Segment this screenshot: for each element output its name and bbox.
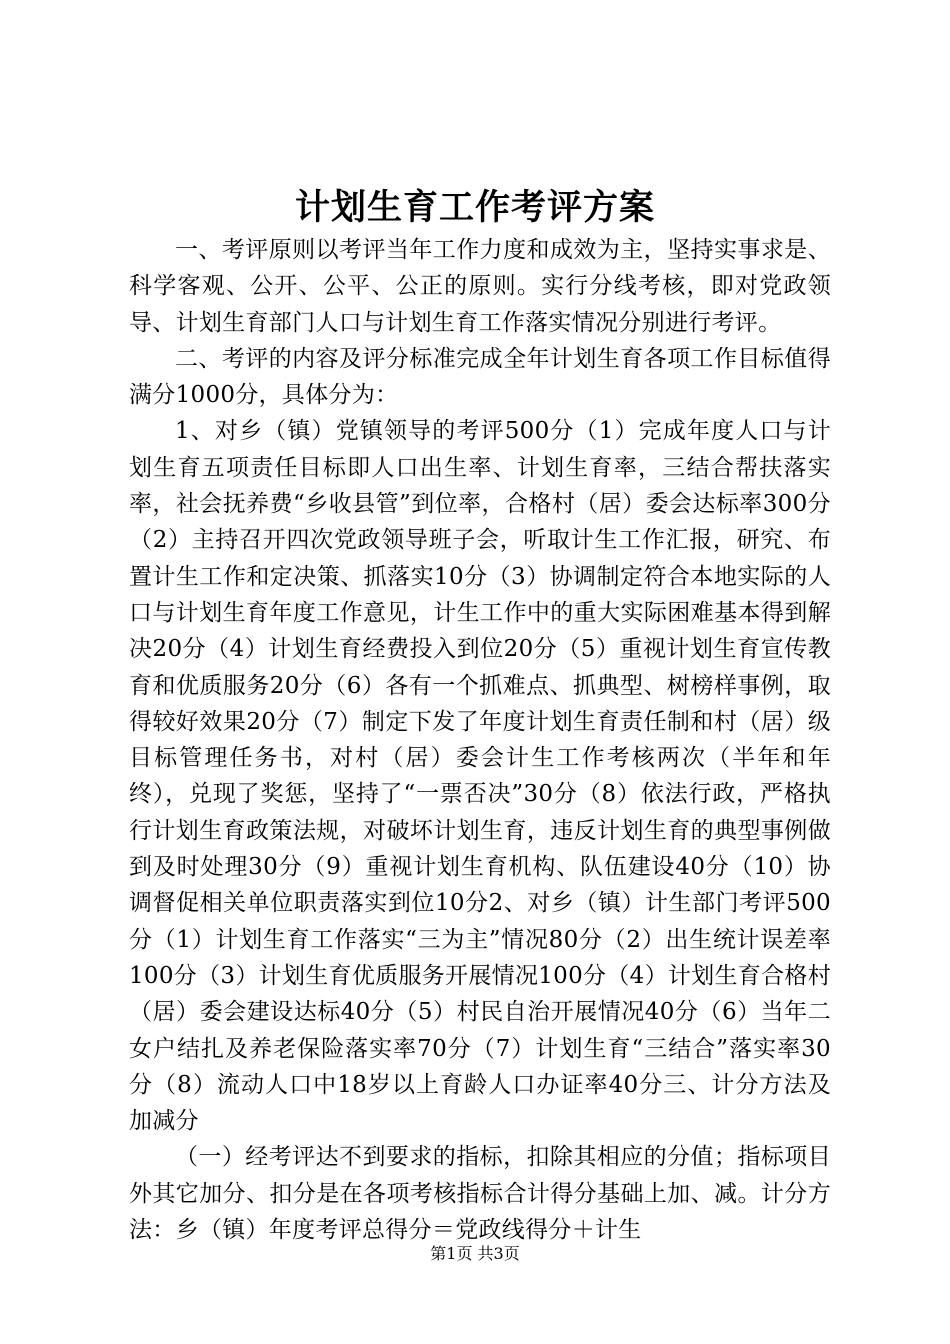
paragraph-scoring-details: 1、对乡（镇）党镇领导的考评500分（1）完成年度人口与计划生育五项责任目标即人口出生率、计划生育率，三结合帮扶落实率，社会抚养费“乡收县管”到位率，合格村（居）委会达标率300分（2）主持召开四次党政领导班子会，听取计生工作汇报，研究、布置计生工作和定决策、抓落实10分（3）协调制定符合本地实际的人口与计划生育年度工作意见，计生工作中的重大实际困难基本得到解决20分（4）计划生育经费投入到位20分（5）重视计划生育宣传教育和优质服务20分（6）各有一个抓难点、抓典型、树榜样事例，取得较好效果20分（7）制定下发了年度计划生育责任制和村（居）级目标管理任务书，对村（居）委会计生工作考核两次（半年和年终），兑现了奖惩，坚持了“一票否决”30分（8）依法行政，严格执行计划生育政策法规，对破坏计划生育，违反计划生育的典型事例做到及时处理30分（9）重视计划生育机构、队伍建设40分（10）协调督促相关单位职责落实到位10分2、对乡（镇）计生部门考评500分（1）计划生育工作落实“三为主”情况80分（2）出生统计误差率100分（3）计划生育优质服务开展情况100分（4）计划生育合格村（居）委会建设达标40分（5）村民自治开展情况40分（6）当年二女户结扎及养老保险落实率70分（7）计划生育“三结合”落实率30分（8）流动人口中18岁以上育龄人口办证率40分三、计分方法及加减分 <box>129 418 831 1135</box>
document-body <box>129 232 831 1248</box>
document-title: 计划生育工作考评方案 <box>294 187 655 228</box>
page-number: 第1页 共3页 <box>430 1244 520 1263</box>
paragraph-calculation-method: （一）经考评达不到要求的指标，扣除其相应的分值；指标项目外其它加分、扣分是在各项考核指标合计得分基础上加、减。计分方法：乡（镇）年度考评总得分＝党政线得分＋计生 <box>129 1144 831 1244</box>
paragraph-content-standard: 二、考评的内容及评分标准完成全年计划生育各项工作目标值得满分1000分，具体分为： <box>129 345 831 409</box>
paragraph-principle: 一、考评原则以考评当年工作力度和成效为主，坚持实事求是、科学客观、公开、公平、公正的原则。实行分线考核，即对党政领导、计划生育部门人口与计划生育工作落实情况分别进行考评。 <box>129 237 831 336</box>
